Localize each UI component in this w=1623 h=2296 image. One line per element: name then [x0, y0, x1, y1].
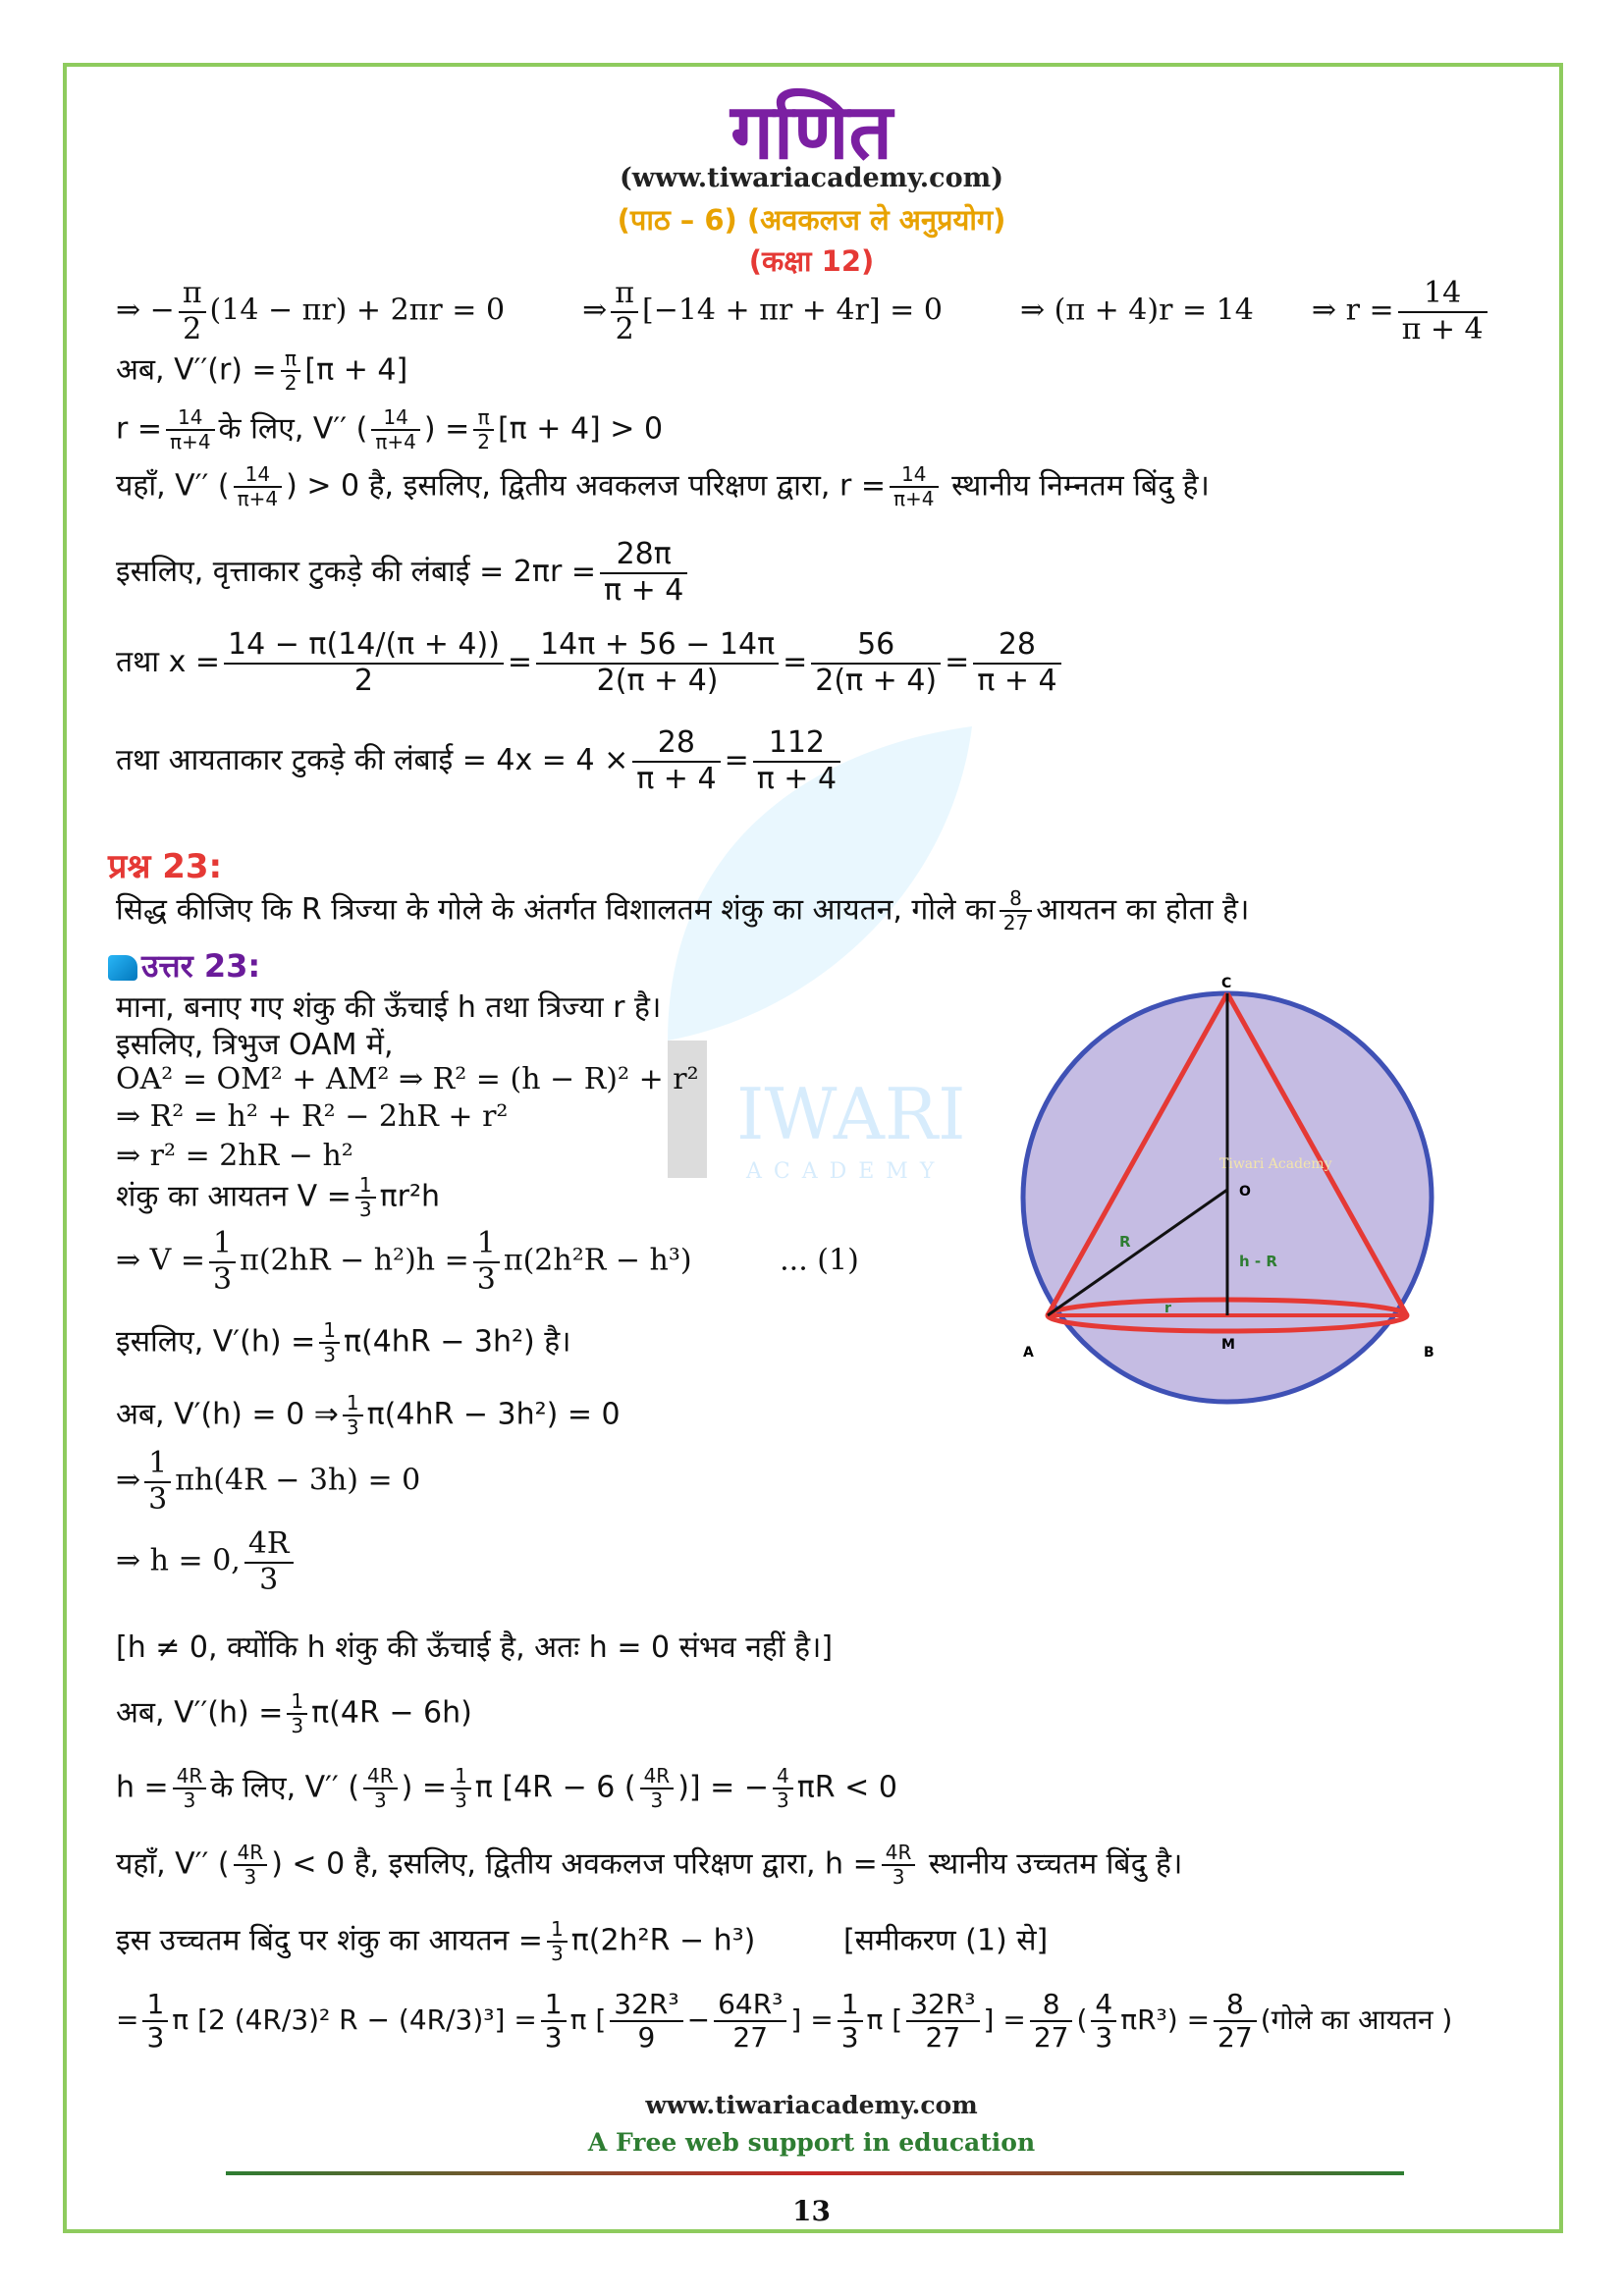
question-heading: प्रश्न 23: — [108, 847, 223, 886]
eq-line-1 — [116, 277, 1491, 347]
eq-line-3: r = $\frac{14}{\pi+4}$ के लिए, V′′ ( $\frac{14}{\pi+4}$ ) = $\frac{\pi}{2}$ [π + 4] > 0 — [116, 405, 664, 454]
book-icon — [108, 955, 137, 981]
eq-line-2: अब, V′′(r) = $\frac{\pi}{2}$ [π + 4] — [116, 347, 408, 395]
answer-line-3: OA² = OM² + AM² ⇒ R² = (h − R)² + r² — [116, 1062, 699, 1096]
eq-line-4: यहाँ, V′′ ( $\frac{14}{\pi+4}$ ) > 0 है, इसलिए, द्वितीय अवकलज परिक्षण द्वारा, r = $\frac{14}{\pi+4}$ स्थानीय निम्नतम बिंदु है। — [116, 462, 1210, 510]
eq-1-line: ⇒ V = $\frac{1}{3}$ π(2hR − h²)h = $\frac{1}{3}$ π(2h²R − h³) ... (1) — [116, 1226, 859, 1297]
footer-divider — [226, 2171, 1404, 2175]
fraction: $\frac{\pi}{2}$ — [611, 277, 638, 347]
eq-text: ⇒ − — [116, 293, 175, 328]
eq-line-6: तथा x = $\frac{14 - \pi(14/(\pi + 4))}{2}$ = $\frac{14\pi + 56 - 14\pi}{2(\pi + 4)}$ = $\frac{56}{2(\pi + 4)}$ = $\frac{28}{\pi + 4}$ — [116, 628, 1065, 698]
label-r-big: R — [1119, 1233, 1131, 1251]
page-title: गणित — [730, 88, 893, 177]
answer-line-4: ⇒ R² = h² + R² − 2hR + r² — [116, 1099, 509, 1134]
chapter-label: (पाठ – 6) (अवकलज ले अनुप्रयोग) — [617, 203, 1006, 237]
eq-text: (14 − πr) + 2πr = 0 — [209, 293, 506, 328]
label-o: O — [1239, 1184, 1251, 1200]
label-b: B — [1424, 1345, 1434, 1361]
final-line: = $\frac{1}{3}$ π [2 (4R/3)² R − (4R/3)³] = $\frac{1}{3}$ π [ $\frac{\text{32R³}}{9}$ − $\frac{\text{64R³}}{27}$ ] = $\frac{1}{3}$ π [ $\frac{\text{32R³}}{27}$ ] = $\frac{8}{27}$ ( $\frac{4}{3}$ πR³) = $\frac{8}{27}$ (गोले का आयतन ) — [116, 1988, 1453, 2055]
roots-line: ⇒ h = 0, $\frac{4R}{3}$ — [116, 1527, 298, 1597]
cone-sphere-figure — [1011, 972, 1453, 1437]
label-c: C — [1221, 976, 1232, 991]
derivative-line: इसलिए, V′(h) = $\frac{1}{3}$ π(4hR − 3h²) है। — [116, 1318, 571, 1366]
test-line: h = $\frac{4R}{3}$ के लिए, V′′ ( $\frac{4R}{3}$ ) = $\frac{1}{3}$ π [4R − 6 ( $\frac{4R}{3}$ )] = − $\frac{4}{3}$ πR < 0 — [116, 1764, 897, 1812]
site-url[interactable]: (www.tiwariacademy.com) — [620, 163, 1003, 193]
fraction: $\frac{14}{\pi + 4}$ — [1398, 277, 1488, 347]
label-a: A — [1023, 1345, 1034, 1361]
label-r-small: r — [1164, 1301, 1171, 1316]
note-line: [h ≠ 0, क्योंकि h शंकु की ऊँचाई है, अतः h = 0 संभव नहीं है।] — [116, 1630, 834, 1665]
label-h-minus-r: h - R — [1239, 1253, 1277, 1270]
factor-line: ⇒ $\frac{1}{3}$ πh(4R − 3h) = 0 — [116, 1446, 421, 1517]
max-volume-line: इस उच्चतम बिंदु पर शंकु का आयतन = $\frac{1}{3}$ π(2h²R − h³) [समीकरण (1) से] — [116, 1917, 1049, 1965]
answer-line-5: ⇒ r² = 2hR − h² — [116, 1139, 353, 1173]
watermark-sub: ACADEMY — [746, 1159, 947, 1184]
eq-line-7: तथा आयताकार टुकड़े की लंबाई = 4x = 4 × $\frac{28}{\pi + 4}$ = $\frac{112}{\pi + 4}$ — [116, 726, 844, 796]
label-watermark: Tiwari Academy — [1219, 1156, 1332, 1172]
critical-line: अब, V′(h) = 0 ⇒ $\frac{1}{3}$ π(4hR − 3h²) = 0 — [116, 1391, 621, 1439]
volume-line: शंकु का आयतन V = $\frac{1}{3}$ πr²h — [116, 1173, 441, 1221]
eq-text: [−14 + πr + 4r] = 0 — [641, 293, 943, 328]
question-text: सिद्ध कीजिए कि R त्रिज्या के गोले के अंतर्गत विशालतम शंकु का आयतन, गोले का $\frac{8}{27}$ आयतन का होता है। — [116, 886, 1250, 934]
label-m: M — [1221, 1337, 1235, 1353]
answer-heading: उत्तर 23: — [108, 944, 260, 987]
second-derivative-line: अब, V′′(h) = $\frac{1}{3}$ π(4R − 6h) — [116, 1689, 472, 1737]
class-label: (कक्षा 12) — [748, 244, 875, 278]
eq-text: ⇒ (π + 4)r = 14 — [1020, 293, 1254, 328]
eq-text: ⇒ r = — [1311, 293, 1394, 328]
footer-tagline: A Free web support in education — [587, 2128, 1036, 2157]
answer-line-1: माना, बनाए गए शंकु की ऊँचाई h तथा त्रिज्या r है। — [116, 990, 662, 1025]
conclusion-line: यहाँ, V′′ ( $\frac{4R}{3}$ ) < 0 है, इसलिए, द्वितीय अवकलज परिक्षण द्वारा, h = $\frac{4R}{3}$ स्थानीय उच्चतम बिंदु है। — [116, 1841, 1183, 1889]
answer-line-2: इसलिए, त्रिभुज OAM में, — [116, 1028, 394, 1062]
page-number: 13 — [792, 2195, 831, 2227]
eq-text: ⇒ — [582, 293, 608, 328]
fraction: $\frac{\pi}{2}$ — [179, 277, 206, 347]
footer-site[interactable]: www.tiwariacademy.com — [645, 2091, 978, 2119]
watermark-text: IWARI — [736, 1073, 966, 1155]
eq-line-5: इसलिए, वृत्ताकार टुकड़े की लंबाई = 2πr = $\frac{28\pi}{\pi + 4}$ — [116, 538, 691, 608]
